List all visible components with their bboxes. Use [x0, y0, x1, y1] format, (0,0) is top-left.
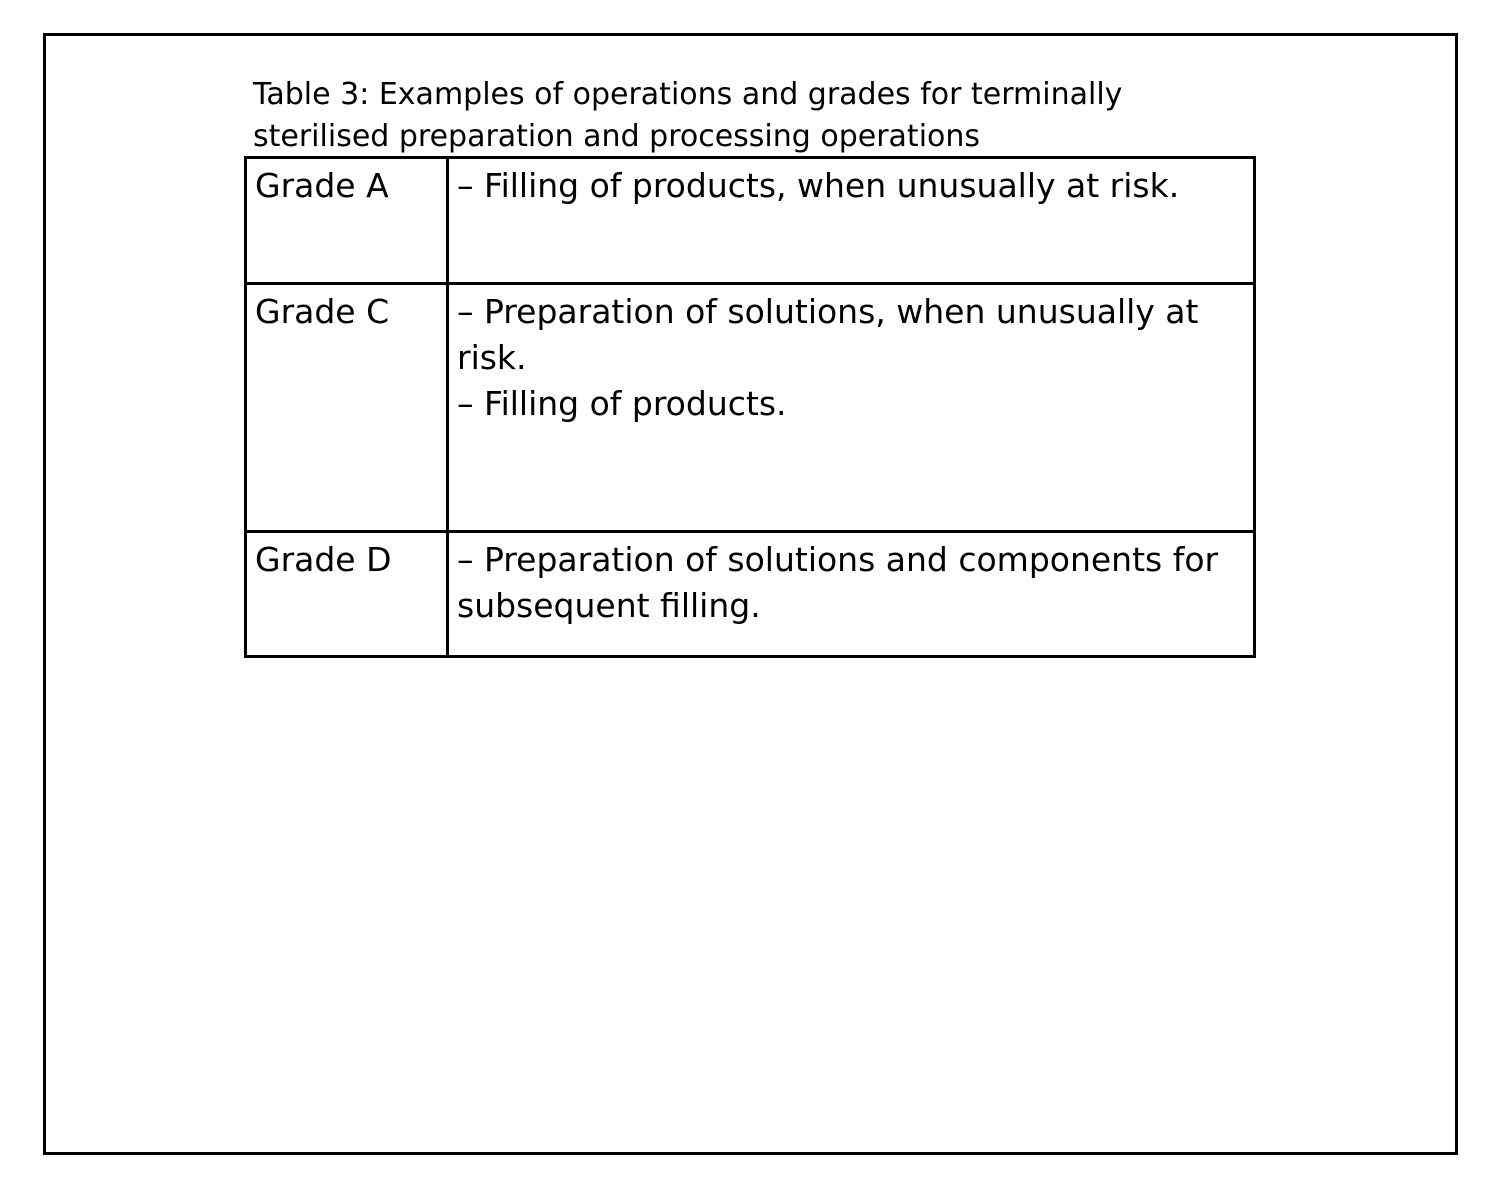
operations-cell — [448, 532, 1255, 657]
table-row-grade-a — [246, 158, 1255, 284]
table-row-grade-d — [246, 532, 1255, 657]
grade-cell: Grade A — [246, 158, 448, 284]
operations-cell — [448, 284, 1255, 532]
operation-item: – Filling of products. — [457, 384, 787, 423]
operation-item: – Preparation of solutions, when unusually at risk. — [457, 292, 1199, 377]
caption-line-1: Table 3: Examples of operations and grades for terminally — [253, 77, 1123, 112]
operation-item: – Preparation of solutions and components for subsequent filling. — [457, 540, 1219, 625]
operation-item: – Filling of products, when unusually at risk. — [457, 166, 1180, 205]
operations-cell — [448, 158, 1255, 284]
table-row-grade-c — [246, 284, 1255, 532]
caption-line-2: sterilised preparation and processing operations — [253, 119, 981, 154]
grade-cell: Grade C — [246, 284, 448, 532]
grades-table — [244, 156, 1256, 658]
table-caption — [253, 74, 1213, 158]
grade-cell: Grade D — [246, 532, 448, 657]
